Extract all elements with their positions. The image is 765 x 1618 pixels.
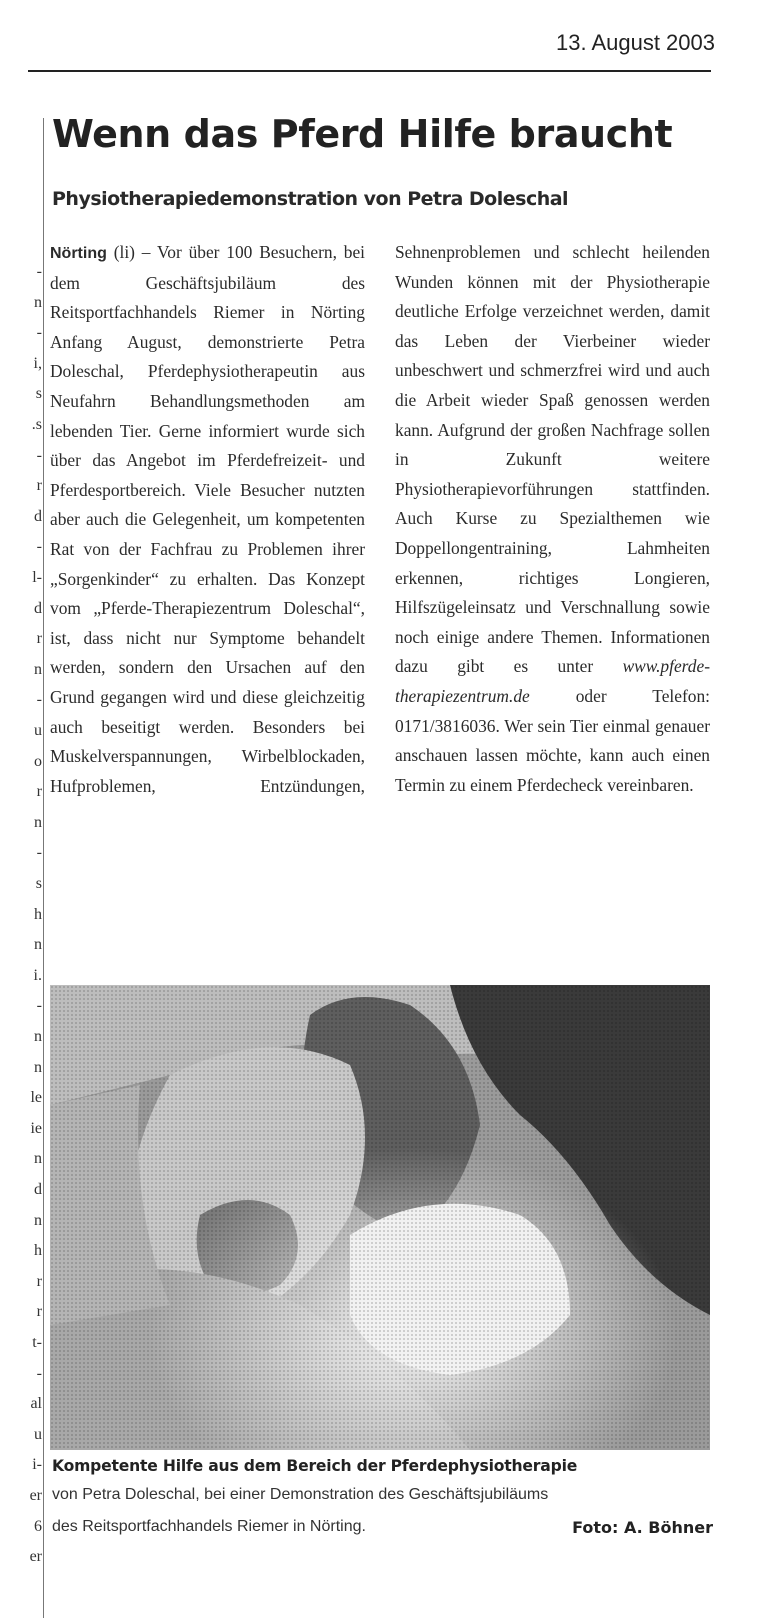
margin-fragment: 6 — [34, 1517, 42, 1535]
margin-fragment: u — [34, 722, 42, 739]
margin-fragment: n — [34, 1150, 42, 1168]
margin-fragment: d — [34, 1181, 42, 1198]
margin-fragment: - — [36, 844, 42, 862]
margin-fragment: u — [34, 1425, 42, 1443]
photo-credit: Foto: A. Böhner — [572, 1518, 713, 1537]
horse-photo-icon — [50, 985, 710, 1450]
margin-fragment: n — [34, 936, 42, 954]
margin-fragment: t- — [32, 1334, 42, 1351]
article-body — [50, 238, 710, 801]
margin-fragment: d — [34, 507, 42, 525]
caption-title: Kompetente Hilfe aus dem Bereich der Pferdephysiotherapie — [52, 1457, 578, 1475]
margin-fragment: - — [36, 691, 42, 709]
publication-date: 13. August 2003 — [555, 30, 715, 55]
article-text-1: (li) – Vor über 100 Besuchern, bei dem Geschäftsjubiläum des Reitsportfachhandels Riemer in Nörting Anfang August, demonstrierte Petra Doleschal, Pferdephysiotherapeutin aus Neufahrn Behandlungsmethoden am lebenden Tier. Gerne informiert wurde sich über das Angebot im Pferdefreizeit- und Pferdesportbereich. Viele Besucher nutzten aber auch die Gelegenheit, um kompetenten Rat von der Fachfrau zu Problemen ihrer „Sorgenkinder“ zu erhalten. Das Konzept vom „Pferde-Therapiezentrum Doleschal“, ist, dass nicht nur Symptome behandelt werden, sondern den Ursachen auf den Grund gegangen wird und diese gleichzeitig auch beseitigt werden. Besonders bei Muskelverspannungen, Wirbelblockaden, Hufproblemen, Entzündungen, Sehnenproblemen und schlecht heilenden Wunden können mit der Physiotherapie deutliche Erfolge verzeichnet werden, damit das Leben der Vierbeiner wieder unbeschwert und schmerzfrei wird und auch die Arbeit wieder Spaß genossen werden kann. Aufgrund der großen Nachfrage sollen in Zukunft weitere Physiotherapievorführungen stattfinden. Auch Kurse zu Spezialthemen wie Doppellongentraining, Lahmheiten erkennen, richtiges Longieren, Hilfszügeleinsatz und Verschnallung sowie noch einige andere Themen. Informationen dazu gibt es unter — [50, 242, 710, 796]
margin-fragment: s — [35, 385, 42, 403]
margin-fragment: n — [34, 1028, 42, 1045]
margin-fragment: - — [36, 446, 42, 464]
margin-fragment: s — [35, 875, 42, 892]
margin-fragment: - — [36, 263, 42, 280]
website-link[interactable]: www.pferde-therapiezentrum.de — [395, 656, 710, 706]
margin-fragment: r — [36, 1303, 42, 1321]
caption-line-1: von Petra Doleschal, bei einer Demonstration des Geschäftsjubiläums — [52, 1486, 549, 1503]
margin-fragment: d — [34, 599, 42, 617]
margin-fragment: - — [36, 1364, 42, 1382]
margin-fragment: r — [36, 630, 42, 648]
margin-fragment: al — [30, 1395, 42, 1413]
margin-fragment: le — [30, 1089, 42, 1107]
margin-fragment: ie — [30, 1119, 42, 1137]
margin-fragment: h — [34, 905, 42, 923]
margin-fragment: n — [34, 1211, 42, 1229]
margin-fragment: er — [29, 1548, 42, 1566]
margin-fragment: n — [34, 1058, 42, 1076]
margin-fragment: i, — [33, 354, 42, 372]
article-lead: Nörting — [50, 245, 107, 262]
margin-fragment: l- — [32, 569, 42, 586]
margin-fragment: i- — [32, 1456, 42, 1474]
margin-fragment: .s — [31, 416, 42, 433]
margin-fragment: n — [34, 293, 42, 311]
margin-fragment: h — [34, 1242, 42, 1260]
margin-fragment: - — [36, 997, 42, 1015]
margin-fragment: n — [34, 813, 42, 831]
margin-fragment: er — [29, 1487, 42, 1504]
margin-fragment: - — [36, 324, 42, 342]
margin-fragment: o — [34, 752, 42, 770]
column-divider — [43, 118, 44, 1618]
horse-photo — [50, 985, 710, 1450]
article-paragraph — [50, 238, 710, 801]
margin-fragment: n — [34, 660, 42, 678]
margin-fragment: - — [36, 538, 42, 556]
headline: Wenn das Pferd Hilfe braucht — [52, 112, 673, 156]
margin-fragment: i. — [33, 966, 42, 984]
margin-fragment: r — [36, 1272, 42, 1290]
caption-line-2: des Reitsportfachhandels Riemer in Nörting. — [52, 1518, 366, 1535]
margin-fragment: r — [36, 783, 42, 801]
article-text-2: oder Telefon: 0171/3816036. Wer sein Tier einmal genauer anschauen lassen möchte, kann auch einen Termin zu einem Pferdecheck vereinbaren. — [395, 685, 710, 795]
margin-fragment: r — [36, 477, 42, 495]
header-rule — [28, 70, 711, 72]
subheadline: Physiotherapiedemonstration von Petra Doleschal — [52, 188, 569, 210]
